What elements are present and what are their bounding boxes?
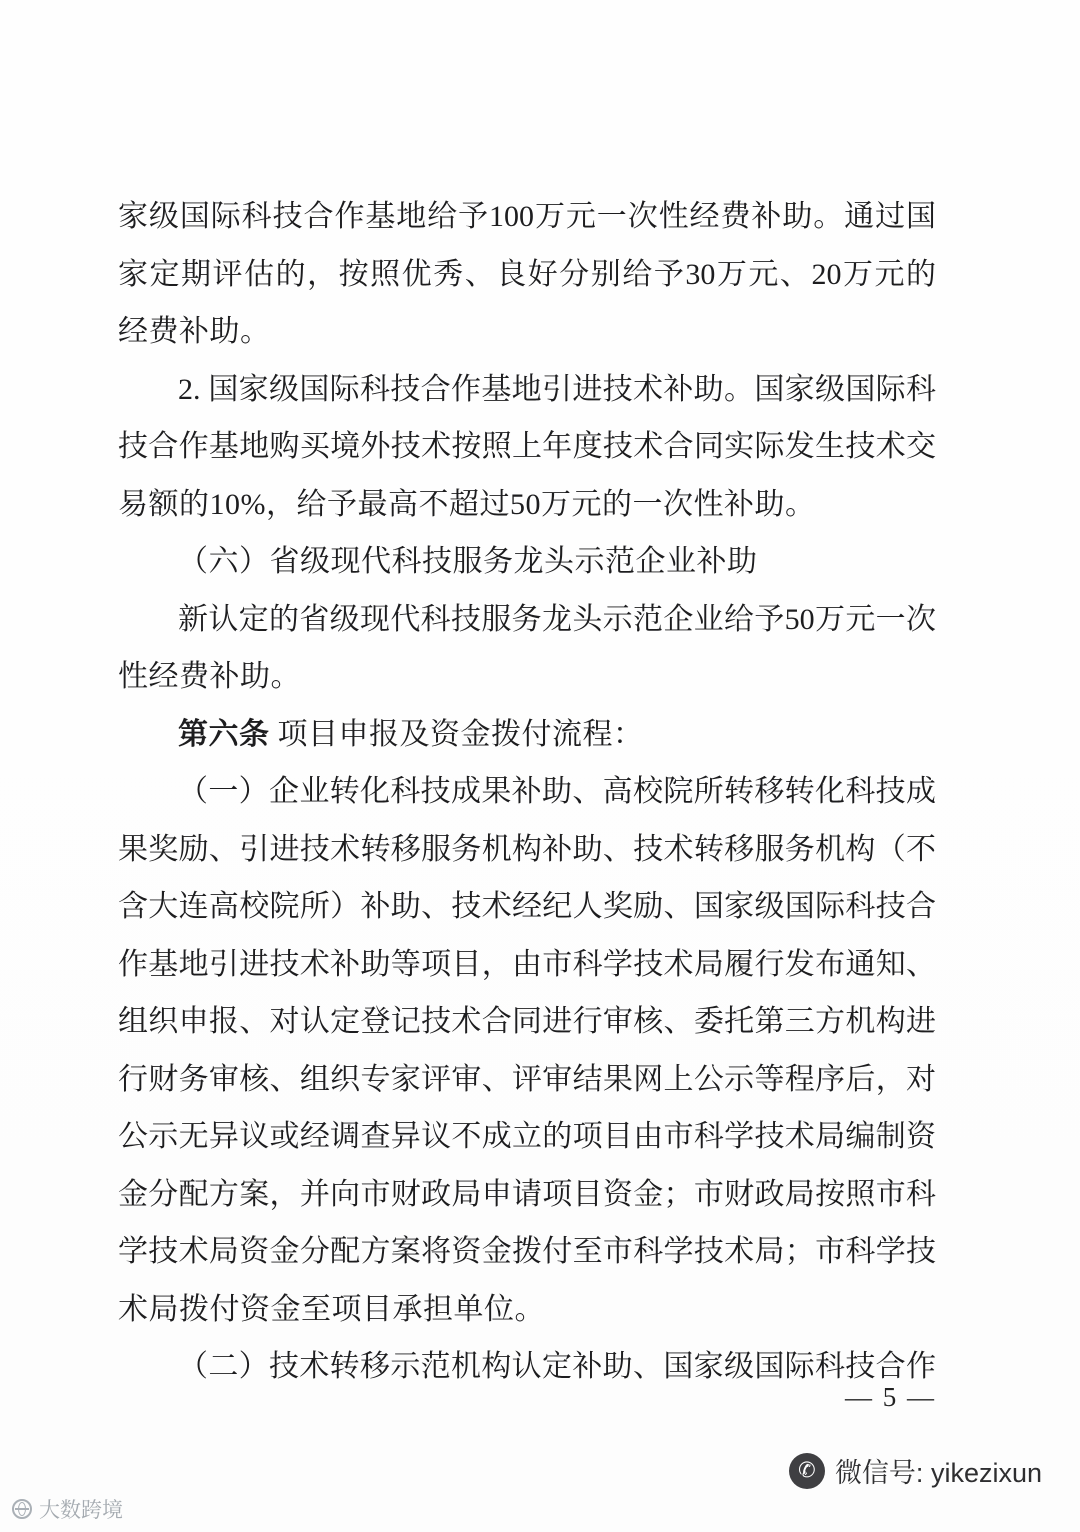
document-line (118, 1281, 936, 1339)
document-text: 家定期评估的，按照优秀、良好分别给予30万元、20万元的 (118, 257, 936, 291)
document-line (118, 591, 936, 649)
brand-watermark (12, 1494, 123, 1524)
wechat-contact (789, 1451, 1042, 1490)
document-text: （一）企业转化科技成果补助、高校院所转移转化科技成 (178, 775, 936, 808)
document-text: 组织申报、对认定登记技术合同进行审核、委托第三方机构进 (118, 1005, 936, 1038)
document-line (118, 476, 936, 534)
document-line (118, 418, 936, 476)
page-footer-area (118, 1368, 936, 1413)
wechat-phone-icon: ✆ (789, 1453, 825, 1489)
document-line (118, 246, 936, 304)
globe-logo-icon (12, 1499, 32, 1519)
document-text: 作基地引进技术补助等项目，由市科学技术局履行发布通知、 (118, 947, 936, 981)
document-line (118, 1223, 936, 1281)
brand-name-label: 大数跨境 (39, 1499, 123, 1522)
document-text: 含大连高校院所）补助、技术经纪人奖励、国家级国际科技合 (118, 890, 936, 923)
document-text: 金分配方案，并向市财政局申请项目资金；市财政局按照市科 (118, 1177, 936, 1211)
document-text: 易额的10%，给予最高不超过50万元的一次性补助。 (118, 487, 816, 521)
document-line (118, 821, 936, 879)
document-text: （二）技术转移示范机构认定补助、国家级国际科技合作 (178, 1350, 936, 1383)
document-line (118, 1051, 936, 1109)
document-text: 果奖励、引进技术转移服务机构补助、技术转移服务机构（不 (118, 832, 936, 866)
document-text: 性经费补助。 (118, 660, 301, 693)
document-line (118, 763, 936, 821)
document-text: 2. 国家级国际科技合作基地引进技术补助。国家级国际科 (178, 372, 936, 406)
document-text: 术局拨付资金至项目承担单位。 (118, 1292, 545, 1326)
wechat-id-label: 微信号: yikezixun (834, 1458, 1042, 1488)
document-line (118, 706, 936, 764)
document-text: 家级国际科技合作基地给予100万元一次性经费补助。通过国 (118, 200, 936, 233)
document-line (118, 1108, 936, 1166)
document-line (118, 648, 936, 706)
document-text: 技合作基地购买境外技术按照上年度技术合同实际发生技术交 (118, 430, 936, 463)
document-line (118, 936, 936, 994)
document-line (118, 533, 936, 591)
document-text: 学技术局资金分配方案将资金拨付至市科学技术局；市科学技 (118, 1235, 936, 1268)
document-text-bold: 第六条 (178, 717, 270, 751)
document-line (118, 361, 936, 419)
document-line (118, 188, 936, 246)
page-number: — 5 — (845, 1382, 936, 1412)
document-line (118, 1166, 936, 1224)
document-line (118, 878, 936, 936)
document-text: （六）省级现代科技服务龙头示范企业补助 (178, 545, 758, 578)
document-body (118, 188, 936, 1396)
document-text: 公示无异议或经调查异议不成立的项目由市科学技术局编制资 (118, 1120, 936, 1153)
document-text: 新认定的省级现代科技服务龙头示范企业给予50万元一次 (178, 602, 936, 636)
document-text: 经费补助。 (118, 315, 271, 348)
document-line (118, 993, 936, 1051)
document-text: 项目申报及资金拨付流程： (269, 717, 644, 751)
document-text: 行财务审核、组织专家评审、评审结果网上公示等程序后，对 (118, 1062, 936, 1096)
document-line (118, 303, 936, 361)
